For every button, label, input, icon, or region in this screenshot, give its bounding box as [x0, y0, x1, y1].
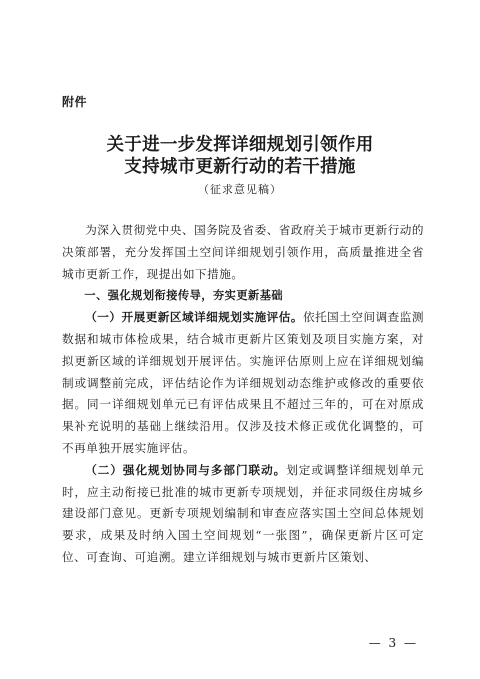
document-title-line-1: 关于进一步发挥详细规划引领作用 [106, 135, 374, 155]
item-2-paragraph [62, 460, 424, 569]
item-2-lead: （二）强化规划协同与多部门联动。 [85, 462, 287, 477]
intro-paragraph: 为深入贯彻党中央、国务院及省委、省政府关于城市更新行动的决策部署，充分发挥国土空间详细规划引领作用，高质量推进全省城市更新工作，现提出如下措施。 [62, 223, 424, 281]
item-1-lead: （一）开展更新区域详细规划实施评估。 [85, 310, 303, 325]
item-1-text: 依托国土空间调查监测数据和城市体检成果，结合城市更新片区策划及项目实施方案，对拟更新区域的详细规划开展评估。实施评估原则上应在详细规划编制或调整前完成，评估结论作为详细规划动态维护或修改的重要依据。同一详细规划单元已有评估成果且不超过三年的，可在对原成果补充说明的基础上继续沿用。仅涉及技术修正或优化调整的，可不再单独开展实施评估。 [62, 310, 424, 455]
item-1-paragraph [62, 307, 424, 460]
draft-subtitle: （征求意见稿） [198, 183, 282, 196]
document-title-line-2: 支持城市更新行动的若干措施 [124, 157, 356, 177]
attachment-label: 附件 [62, 95, 88, 109]
document-body [62, 220, 424, 569]
section-heading: 一、强化规划衔接传导，夯实更新基础 [84, 289, 284, 303]
page-number: — 3 — [368, 636, 418, 650]
item-2-text: 划定或调整详细规划单元时，应主动衔接已批准的城市更新专项规划，并征求同级住房城乡建设部门意见。更新专项规划编制和审查应落实国土空间总体规划要求，成果及时纳入国土空间规划“一张图”，确保更新片区可定位、可查询、可追溯。建立详细规划与城市更新片区策划、 [62, 462, 424, 564]
